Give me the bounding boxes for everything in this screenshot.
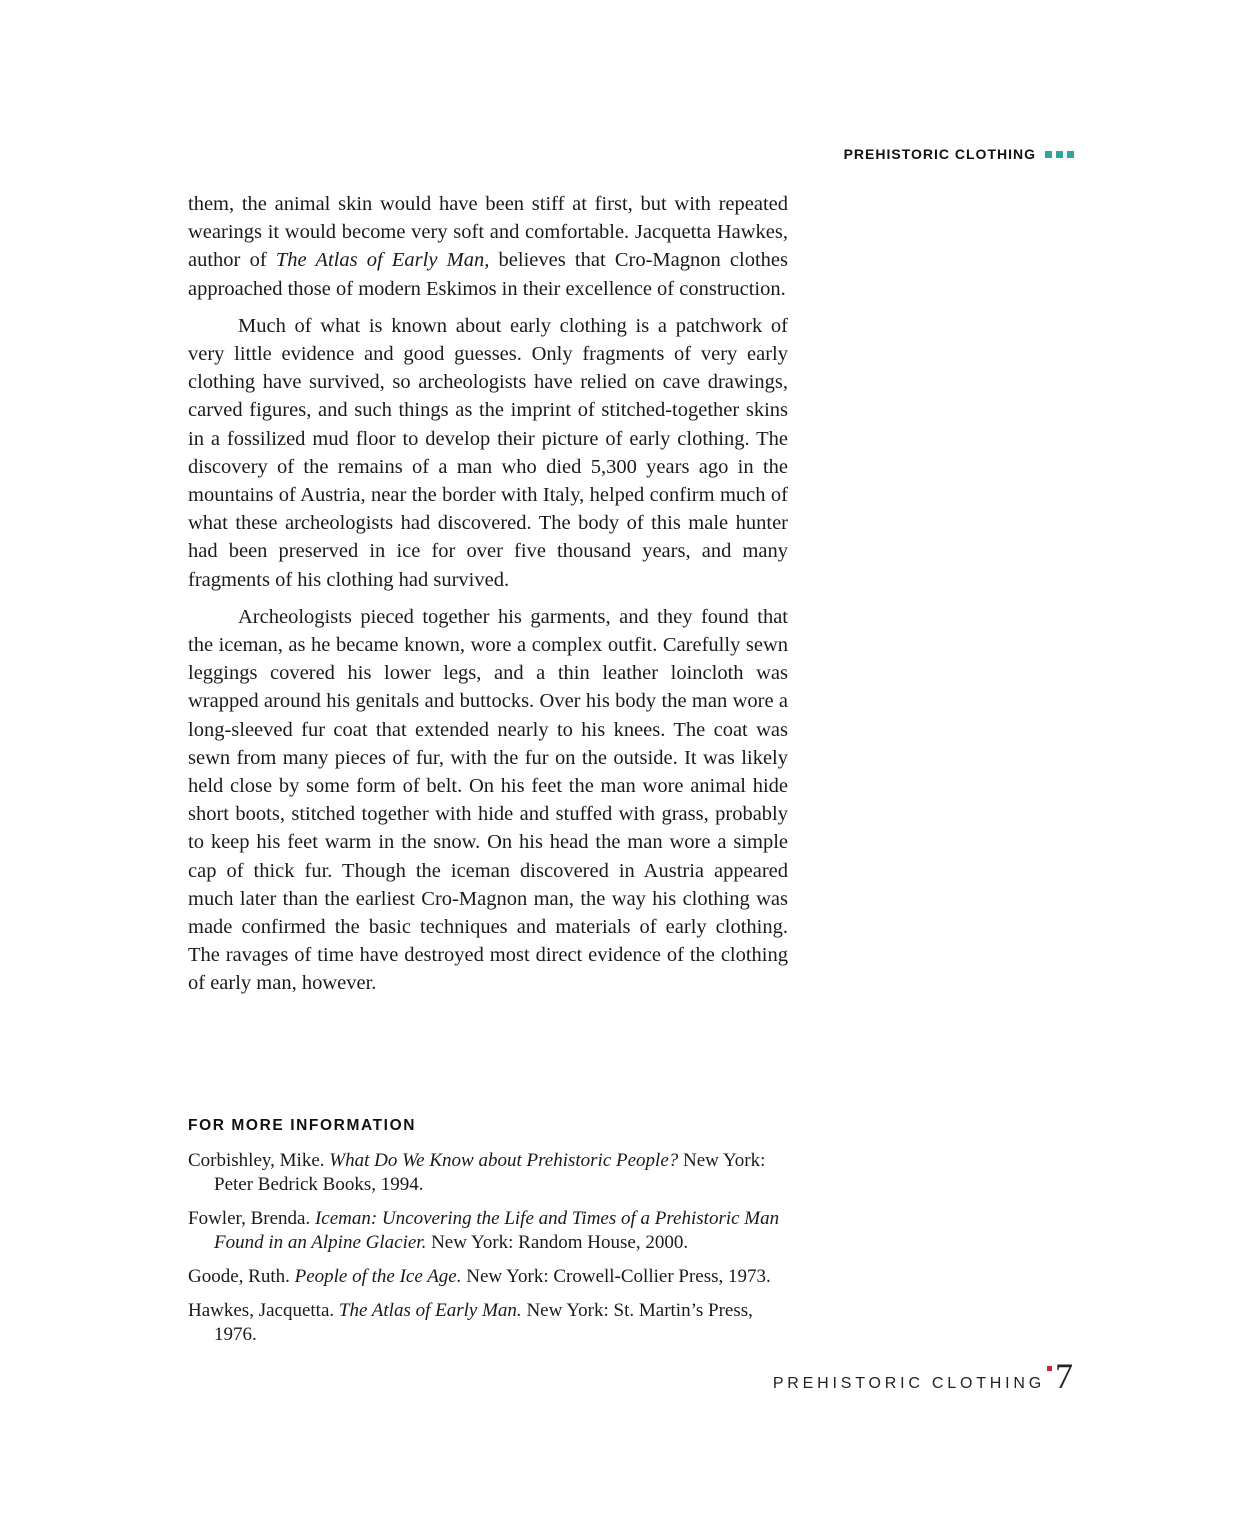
header-square-mark — [1067, 151, 1074, 158]
page-footer — [773, 1358, 1073, 1394]
paragraph-1-text-b: believes that Cro-Magnon clothes approached those of modern Eskimos in their excellence of construction. — [188, 249, 788, 300]
reference-author: Hawkes, Jacquetta. — [188, 1300, 339, 1321]
header-square-mark — [1045, 151, 1052, 158]
paragraph-1 — [188, 190, 788, 303]
reference-list — [188, 1149, 788, 1357]
paragraph-1-text-a: them, the animal skin would have been stiff at first, but with repeated wearings it would become very soft and comfortable. Jacquetta Hawkes, author of — [188, 193, 788, 272]
reference-item — [188, 1299, 788, 1347]
reference-publisher: New York: Crowell-Collier Press, 1973. — [461, 1266, 771, 1287]
reference-item — [188, 1149, 788, 1197]
reference-title: What Do We Know about Prehistoric People? — [329, 1150, 679, 1171]
reference-item — [188, 1265, 788, 1289]
reference-publisher: New York: St. Martin’s Press, 1976. — [214, 1300, 753, 1345]
reference-item — [188, 1207, 788, 1255]
reference-author: Corbishley, Mike. — [188, 1150, 330, 1171]
book-title-italic: The Atlas of Early Man, — [275, 249, 490, 272]
reference-title: The Atlas of Early Man. — [338, 1300, 522, 1321]
reference-author: Goode, Ruth. — [188, 1266, 295, 1287]
running-header-title: PREHISTORIC CLOTHING — [843, 146, 1036, 162]
footer-square-mark — [1047, 1366, 1052, 1371]
header-square-marks — [1041, 151, 1074, 158]
header-square-mark — [1056, 151, 1063, 158]
footer-label: PREHISTORIC CLOTHING — [772, 1375, 1045, 1392]
running-header — [844, 146, 1074, 162]
reference-title: Iceman: Uncovering the Life and Times of a Prehistoric Man Found in an Alpine Glacier. — [214, 1208, 780, 1253]
body-text — [188, 190, 788, 1007]
for-more-information-heading: FOR MORE INFORMATION — [188, 1117, 417, 1134]
reference-publisher: New York: Random House, 2000. — [426, 1232, 689, 1253]
reference-publisher: New York: Peter Bedrick Books, 1994. — [214, 1150, 766, 1195]
paragraph-2: Much of what is known about early clothing is a patchwork of very little evidence and good guesses. Only fragments of very early clothing have survived, so archeologists have relied on cave drawings, carved figures, and such things as the imprint of stitched-together skins in a fossilized mud floor to develop their picture of early clothing. The discovery of the remains of a man who died 5,300 years ago in the mountains of Austria, near the border with Italy, helped confirm much of what these archeologists had discovered. The body of this male hunter had been preserved in ice for over five thousand years, and many fragments of his clothing had survived. — [188, 314, 788, 591]
reference-title: People of the Ice Age. — [294, 1266, 462, 1287]
paragraph-3: Archeologists pieced together his garments, and they found that the iceman, as he became known, wore a complex outfit. Carefully sewn leggings covered his lower legs, and a thin leather loincloth was wrapped around his genitals and buttocks. Over his body the man wore a long-sleeved fur coat that extended nearly to his knees. The coat was sewn from many pieces of fur, with the fur on the outside. It was likely held close by some form of belt. On his feet the man wore animal hide short boots, stitched together with hide and stuffed with grass, probably to keep his feet warm in the snow. On his head the man wore a simple cap of thick fur. Though the iceman discovered in Austria appeared much later than the earliest Cro-Magnon man, the way his clothing was made confirmed the basic techniques and materials of early clothing. The ravages of time have destroyed most direct evidence of the clothing of early man, however. — [188, 605, 788, 995]
reference-author: Fowler, Brenda. — [188, 1208, 315, 1229]
page-number: 7 — [1055, 1356, 1073, 1396]
